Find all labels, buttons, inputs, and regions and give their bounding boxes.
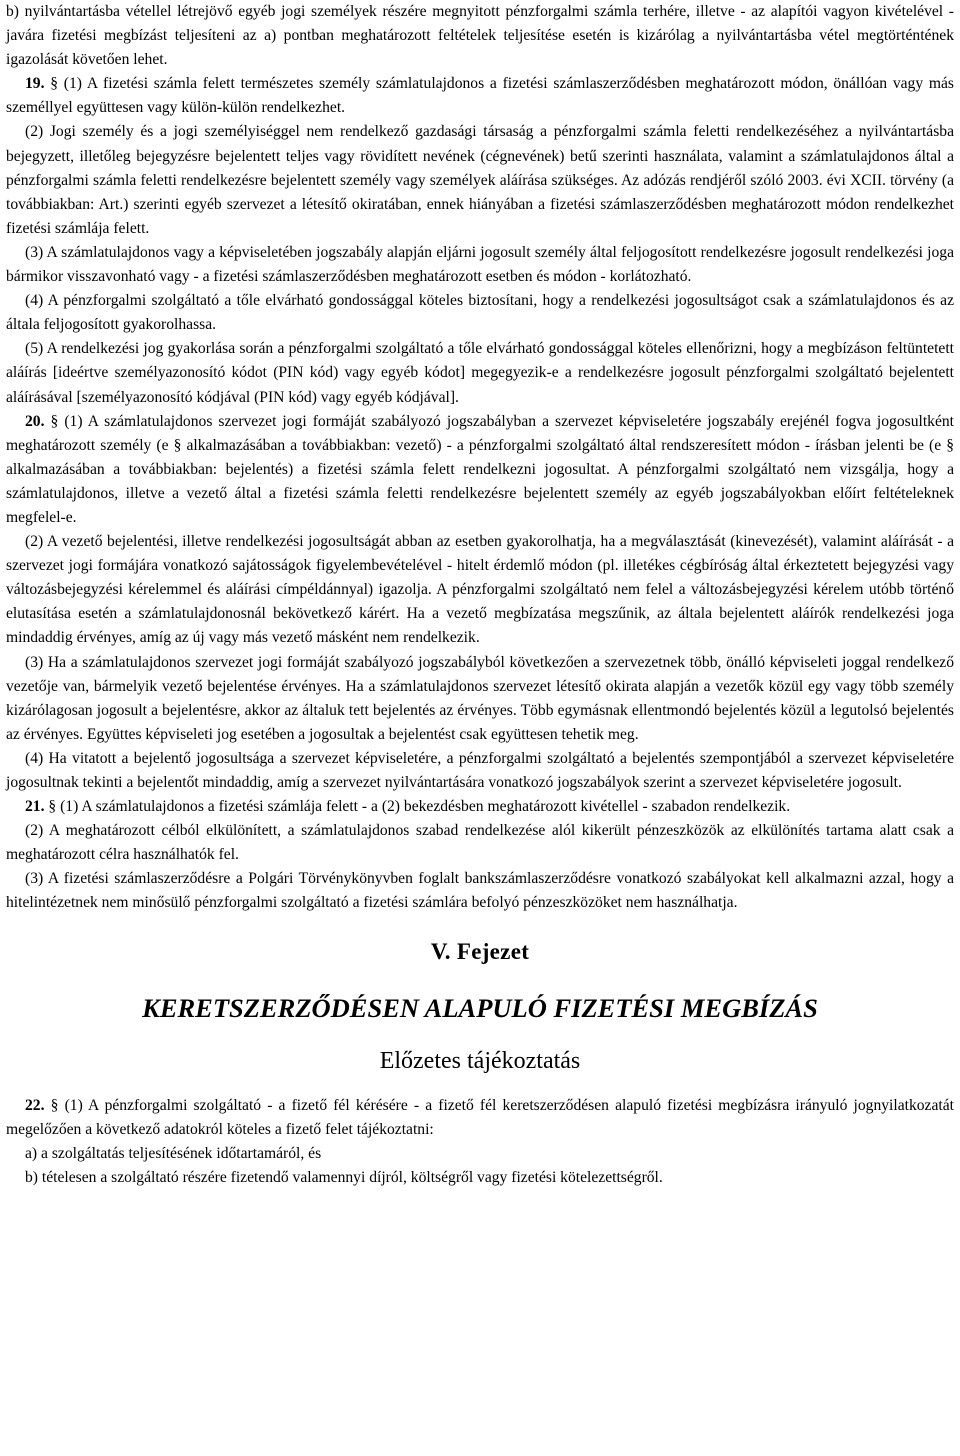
section-number: 20. bbox=[25, 412, 45, 430]
section-19-paragraph-4: (4) A pénzforgalmi szolgáltató a tőle elvárható gondossággal köteles biztosítani, hogy a rendelkezési jogosultságot csak a számlatulajdonos és az általa feljogosított gyakorolhassa. bbox=[6, 292, 954, 334]
document-body bbox=[6, 0, 954, 1190]
chapter-title: KERETSZERZŐDÉSEN ALAPULÓ FIZETÉSI MEGBÍZÁS bbox=[142, 992, 818, 1023]
section-21-paragraph-3: (3) A fizetési számlaszerződésre a Polgári Törvénykönyvben foglalt bankszámlaszerződésre vonatkozó szabályokat kell alkalmazni azzal, hogy a hitelintézetnek nem minősülő pénzforgalmi szolgáltató a fizetési számlára befolyó pénzeszközöket nem használhatja. bbox=[6, 870, 954, 912]
section-19-paragraph-1 bbox=[6, 72, 954, 120]
paragraph-intro: b) nyilvántartásba vétellel létrejövő egyéb jogi személyek részére megnyitott pénzforgalmi számla terhére, illetve - az alapítói vagyon kivételével - javára fizetési megbízást teljesíteni az a) pontban meghatározott feltételek teljesítése esetén is kizárólag a nyilvántartásba vétel megtörténtének igazolását követően lehet. bbox=[6, 3, 954, 69]
paragraph-text: (1) A fizetési számla felett természetes személy számlatulajdonos a fizetési számlaszerződésben meghatározott módon, önállóan vagy más személlyel együttesen vagy külön-külön rendelkezhet. bbox=[6, 75, 954, 117]
section-sign: § bbox=[50, 412, 59, 430]
section-19-paragraph-2: (2) Jogi személy és a jogi személyiséggel nem rendelkező gazdasági társaság a pénzforgalmi számla feletti rendelkezéséhez a nyilvántartásba bejegyzett, illetőleg bejegyzésre bejelentett teljes vagy rövidített nevének (cégnevének) betű szerinti használata, valamint a számlatulajdonos által a pénzforgalmi számla feletti rendelkezésre bejelentett személy vagy személyek aláírása szükséges. Az adózás rendjéről szóló 2003. évi XCII. törvény (a továbbiakban: Art.) szerinti egyéb szervezet a létesítő okiratában, ennek hiányában a fizetési számlaszerződésben meghatározott módon rendelkezhet fizetési számlája felett. bbox=[6, 123, 954, 237]
section-21-paragraph-1 bbox=[6, 795, 954, 819]
chapter-subtitle: Előzetes tájékoztatás bbox=[379, 1047, 581, 1074]
section-19-paragraph-5: (5) A rendelkezési jog gyakorlása során a pénzforgalmi szolgáltató a tőle elvárható gondossággal köteles ellenőrizni, hogy a megbízáson feltüntetett aláírás [ideértve személyazonosító kódot (PIN kód) vagy egyéb kódot] megegyezik-e a rendelkezésre jogosult pénzforgalmi szolgáltató bejelentett aláírásával [személyazonosító kódjával (PIN kód) vagy egyéb kódjával]. bbox=[6, 340, 954, 406]
section-number: 19. bbox=[25, 75, 45, 93]
chapter-heading: V. Fejezet bbox=[430, 938, 530, 964]
section-number: 21. bbox=[25, 798, 45, 816]
section-20-paragraph-3: (3) Ha a számlatulajdonos szervezet jogi formáját szabályozó jogszabályból következően a szervezetnek több, önálló képviseleti joggal rendelkező vezetője van, bármelyik vezető bejelentése érvényes. Ha a számlatulajdonos szervezet létesítő okirata alapján a vezetők közül egy vagy több személy kizárólagosan jogosult a bejelentésre, akkor az általuk tett bejelentés az érvényes. Több egymásnak ellentmondó bejelentés közül a legutolsó bejelentés az érvényes. Együttes képviseleti jog esetében a jogosultak a bejelentést csak együttesen tehetik meg. bbox=[6, 653, 954, 743]
section-21-paragraph-2: (2) A meghatározott célból elkülönített, a számlatulajdonos szabad rendelkezése alól kikerült pénzeszközök az elkülönítés tartama alatt csak a meghatározott célra használhatók fel. bbox=[6, 822, 954, 864]
section-sign: § bbox=[50, 1096, 59, 1114]
section-20-paragraph-2: (2) A vezető bejelentési, illetve rendelkezési jogosultságát abban az esetben gyakorolhatja, ha a megválasztását (kinevezését), valamint aláírását - a szervezet jogi formájára vonatkozó sajátosságok figyelembevételével - hitelt érdemlő módon (pl. illetékes cégbíróság által érkeztetett bejegyzési vagy változásbejegyzési kérelemmel és aláírási címpéldánnyal) igazolja. A pénzforgalmi szolgáltató nem felel a változásbejegyzési kérelem utóbb történő elutasítása esetén a számlatulajdonosnál bekövetkező kárért. Ha a vezető megbízatása megszűnik, az általa bejelentett aláírók rendelkezési joga mindaddig érvényes, amíg az új vagy más vezető másként nem rendelkezik. bbox=[6, 533, 954, 647]
section-sign: § bbox=[48, 798, 57, 816]
section-19-paragraph-3: (3) A számlatulajdonos vagy a képviseletében jogszabály alapján eljárni jogosult személy által feljogosított rendelkezésre jogosult rendelkezési joga bármikor visszavonható vagy - a fizetési számlaszerződésben meghatározott esetben és módon - korlátozható. bbox=[6, 243, 954, 286]
list-item-b: b) tételesen a szolgáltató részére fizetendő valamennyi díjról, költségről vagy fizetési kötelezettségről. bbox=[25, 1168, 663, 1186]
section-number: 22. bbox=[25, 1096, 45, 1114]
section-sign: § bbox=[50, 75, 59, 93]
section-20-paragraph-4: (4) Ha vitatott a bejelentő jogosultsága a szervezet képviseletére, a pénzforgalmi szolgáltató a bejelentés szempontjából a szervezet képviseletére jogosultnak tekinti a bejelentőt mindaddig, amíg a szervezet nyilvántartására vonatkozó jogszabályok szerint a szervezet képviseletére jogosult. bbox=[6, 749, 954, 791]
section-20-paragraph-1 bbox=[6, 410, 954, 530]
paragraph-text: (1) A pénzforgalmi szolgáltató - a fizető fél kérésére - a fizető fél keretszerződésen alapuló fizetési megbízásra irányuló jognyilatkozatát megelőzően a következő adatokról köteles a fizető felet tájékoztatni: bbox=[6, 1096, 954, 1138]
paragraph-text: (1) A számlatulajdonos szervezet jogi formáját szabályozó jogszabályban a szervezet képviseletére jogszabály erejénél fogva jogosultként meghatározott személy (e § alkalmazásában a továbbiakban: vezető) - a pénzforgalmi szolgáltató által rendszeresített módon - írásban jelenti be (e § alkalmazásában a továbbiakban: bejelentés) a fizetési számla felett rendelkezni jogosultat. A pénzforgalmi szolgáltató nem vizsgálja, hogy a számlatulajdonos, illetve a vezető által a fizetési számla feletti rendelkezésre bejelentett személy az egyéb jogszabályokban előírt feltételeknek megfelel-e. bbox=[6, 412, 954, 526]
paragraph-text: (1) A számlatulajdonos a fizetési számlája felett - a (2) bekezdésben meghatározott kivétellel - szabadon rendelkezik. bbox=[60, 798, 791, 816]
list-item-a: a) a szolgáltatás teljesítésének időtartamáról, és bbox=[25, 1144, 322, 1162]
section-22-paragraph-1 bbox=[6, 1094, 954, 1142]
